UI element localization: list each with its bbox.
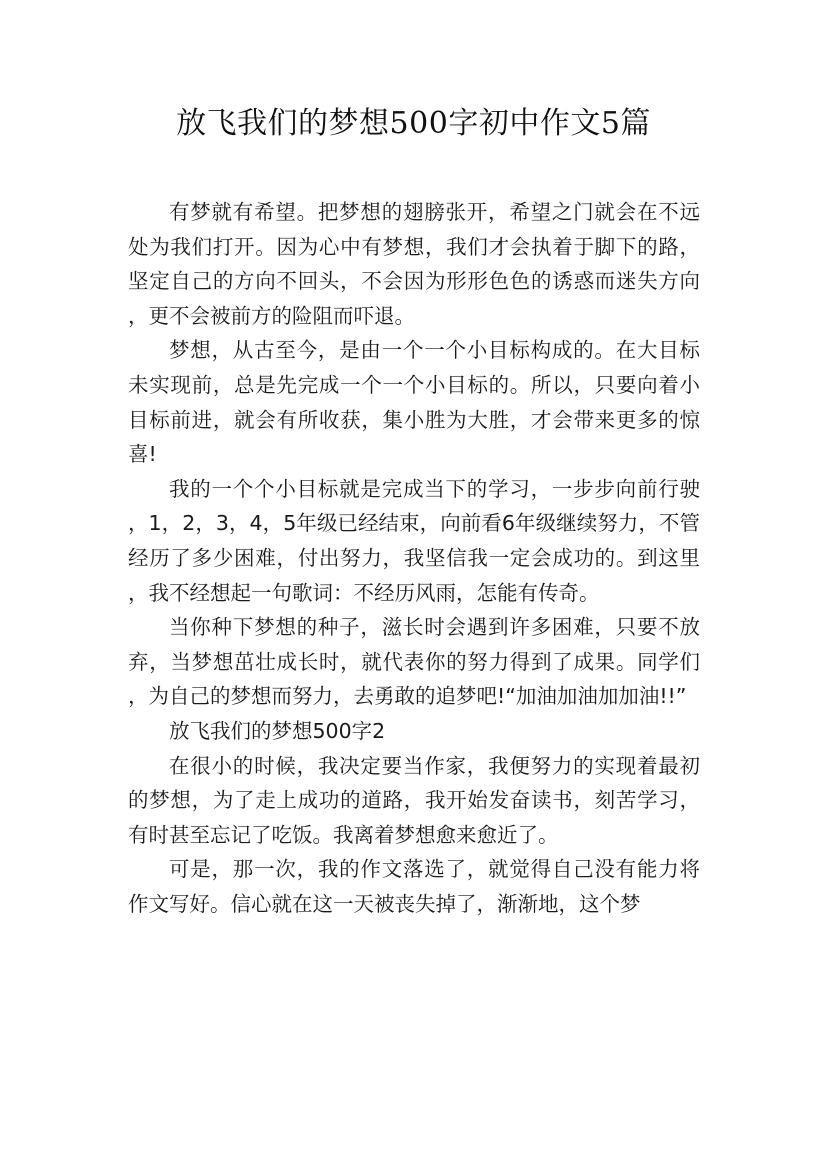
paragraph-6: 可是，那一次，我的作文落选了，就觉得自己没有能力将作文写好。信心就在这一天被丧失掉了，渐渐地，这个梦	[128, 857, 700, 916]
document-title: 放飞我们的梦想500字初中作文5篇	[176, 106, 651, 141]
paragraph-1: 有梦就有希望。把梦想的翅膀张开，希望之门就会在不远处为我们打开。因为心中有梦想，我们才会执着于脚下的路，坚定自己的方向不回头，不会因为形形色色的诱惑而迷失方向，更不会被前方的险阻而吓退。	[128, 200, 700, 328]
document-body	[128, 195, 700, 921]
paragraph-2: 梦想，从古至今，是由一个一个小目标构成的。在大目标未实现前，总是先完成一个一个小目标的。所以，只要向着小目标前进，就会有所收获，集小胜为大胜，才会带来更多的惊喜!	[128, 338, 700, 467]
paragraph-4: 当你种下梦想的种子，滋长时会遇到许多困难，只要不放弃，当梦想茁壮成长时，就代表你的努力得到了成果。同学们，为自己的梦想而努力，去勇敢的追梦吧!“加油加油加加油!!”	[128, 615, 700, 709]
paragraph-3: 我的一个个小目标就是完成当下的学习，一步步向前行驶，1，2，3，4，5年级已经结束，向前看6年级继续努力，不管经历了多少困难，付出努力，我坚信我一定会成功的。到这里，我不经想起一句歌词：不经历风雨，怎能有传奇。	[128, 476, 700, 605]
section-heading-2: 放飞我们的梦想500字2	[169, 718, 386, 743]
paragraph-5: 在很小的时候，我决定要当作家，我便努力的实现着最初的梦想，为了走上成功的道路，我开始发奋读书，刻苦学习，有时甚至忘记了吃饭。我离着梦想愈来愈近了。	[128, 753, 700, 847]
